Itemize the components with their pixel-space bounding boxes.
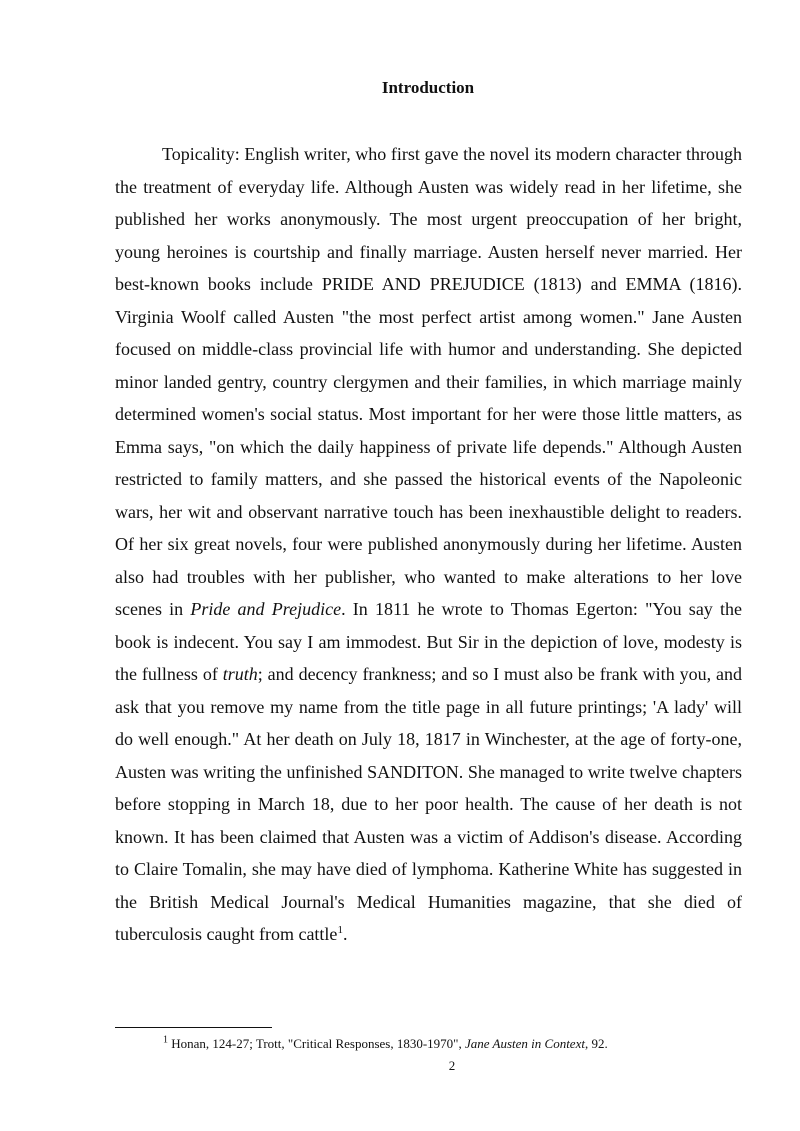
footnote-separator [115,1027,272,1028]
footnote-text: Honan, 124-27; Trott, "Critical Responses, 1830-1970", [168,1036,465,1051]
footnote-marker: 1 [163,1034,168,1046]
footnote-text: , 92. [584,1036,608,1051]
paragraph-text: . In 1811 he wrote to Thomas Egerton: "You say the book is indecent. You say I am immodest. But Sir in the depiction of love, modesty is the fullness of [115,599,742,684]
paragraph-text: Topicality: English writer, who first gave the novel its modern character through the treatment of everyday life. Although Austen was widely read in her lifetime, she published her works anonymously. The most urgent preoccupation of her bright, young heroines is courtship and finally marriage. Austen herself never married. Her best-known books include PRIDE AND PREJUDICE (1813) and EMMA (1816). Virginia Woolf called Austen "the most perfect artist among women." Jane Austen focused on middle-class provincial life with humor and understanding. She depicted minor landed gentry, country clergymen and their families, in which marriage mainly determined women's social status. Most important for her were those little matters, as Emma says, "on which the daily happiness of private life depends." Although Austen restricted to family matters, and she passed the historical events of the Napoleonic wars, her wit and observant narrative touch has been inexhaustible delight to readers. Of her six great novels, four were published anonymously during her lifetime. Austen also had troubles with her publisher, who wanted to make alterations to her love scenes in [115,144,742,619]
paragraph-text: ; and decency frankness; and so I must also be frank with you, and ask that you remove my name from the title page in all future printings; 'A lady' will do well enough." At her death on July 18, 1817 in Winchester, at the age of forty-one, Austen was writing the unfinished SANDITON. She managed to write twelve chapters before stopping in March 18, due to her poor health. The cause of her death is not known. It has been claimed that Austen was a victim of Addison's disease. According to Claire Tomalin, she may have died of lymphoma. Katherine White has suggested in the British Medical Journal's Medical Humanities magazine, that she died of tuberculosis caught from cattle [115,664,743,944]
emphasis-italic: truth [222,664,258,684]
book-title-italic: Pride and Prejudice [190,599,342,619]
section-heading: Introduction [381,78,475,97]
footnote-book-title: Jane Austen in Context [464,1036,585,1051]
footnote-reference[interactable]: 1 [337,924,343,936]
paragraph-text: . [342,924,348,944]
body-paragraph [115,138,742,951]
footnote [163,1035,763,1053]
page-number: 2 [448,1058,456,1073]
